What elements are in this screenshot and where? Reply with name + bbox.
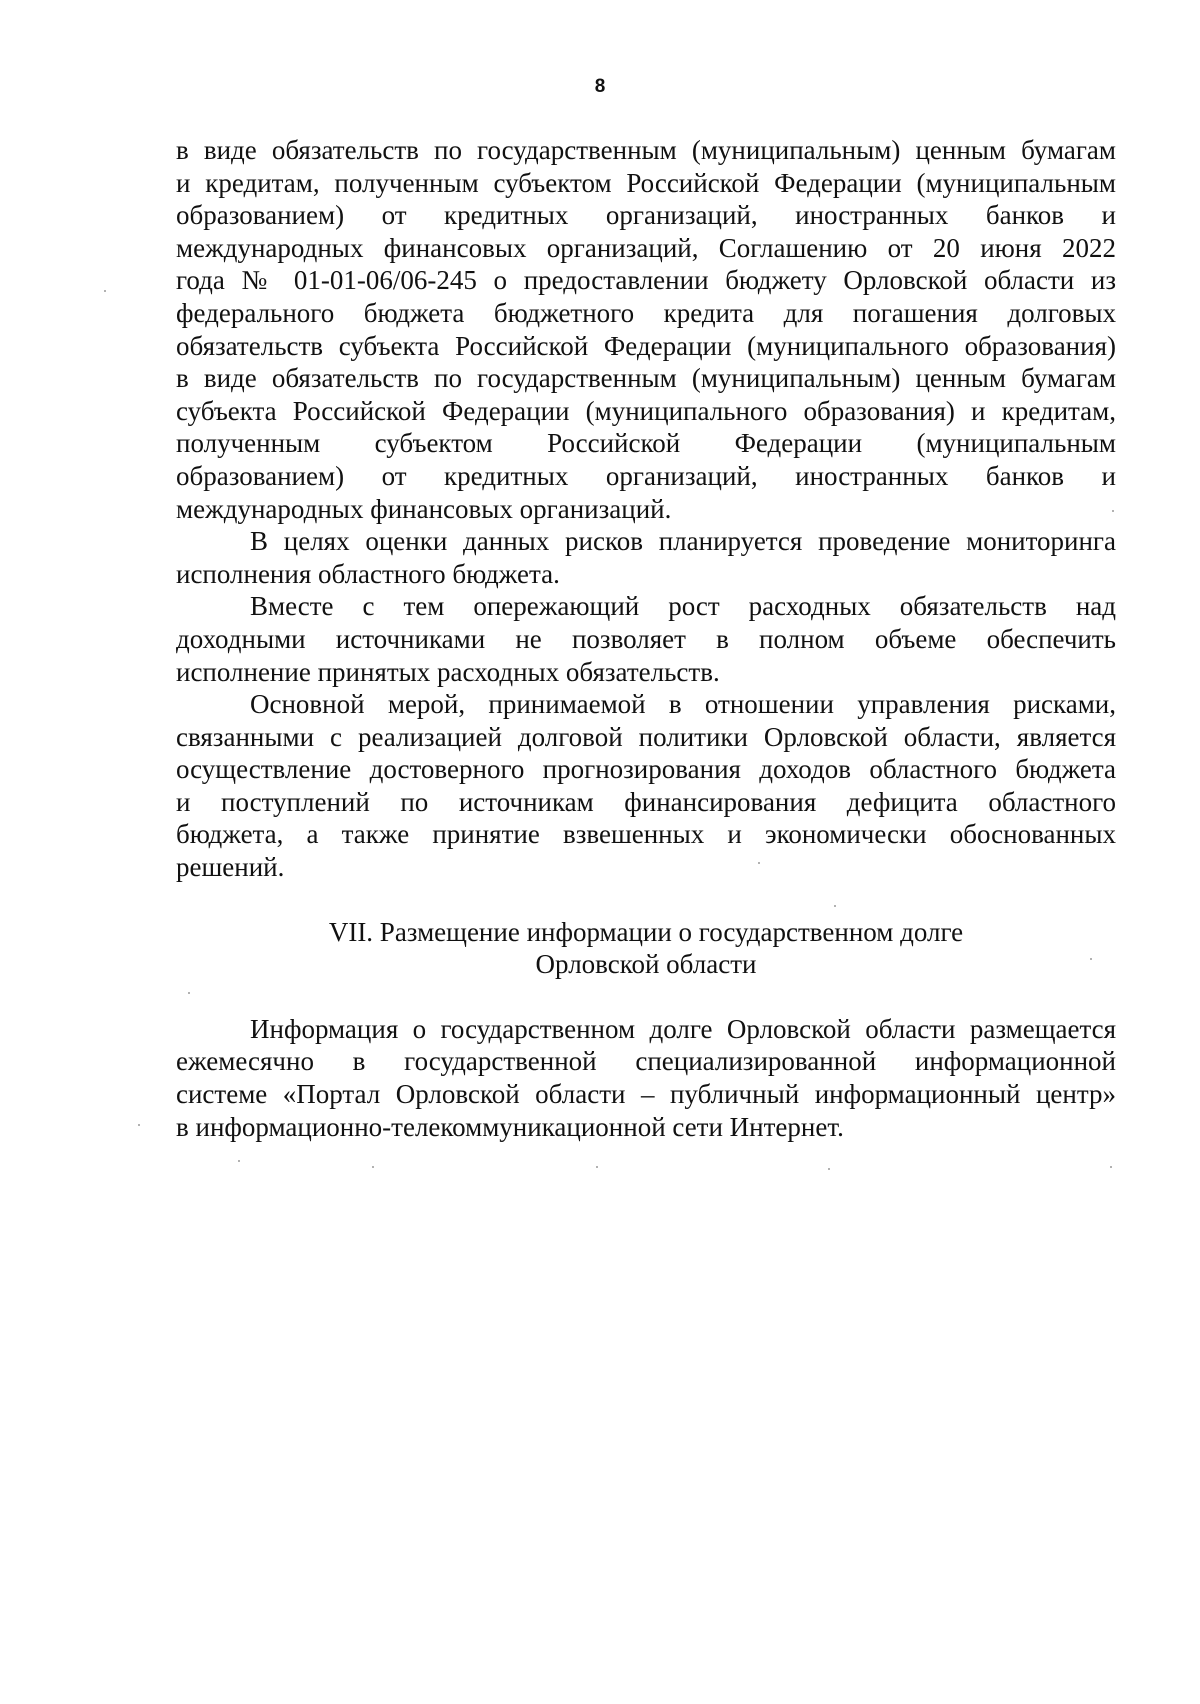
text-line: в информационно-телекоммуникационной сети Интернет. (176, 1111, 844, 1142)
scan-speck (596, 1166, 598, 1168)
section-heading-line: Орловской области (535, 949, 757, 980)
text-line: федерального бюджета бюджетного кредита для погашения долговых (176, 297, 1116, 328)
section-heading (176, 916, 1116, 981)
text-line: решений. (176, 852, 285, 883)
scan-speck (834, 905, 836, 907)
text-line: в виде обязательств по государственным (муниципальным) ценным бумагам (176, 135, 1116, 165)
text-line: в виде обязательств по государственным (муниципальным) ценным бумагам (176, 363, 1116, 394)
text-line: образованием) от кредитных организаций, иностранных банков и (176, 460, 1116, 491)
text-line: Вместе с тем опережающий рост расходных обязательств над (250, 591, 1116, 622)
text-line: связанными с реализацией долговой политики Орловской области, является (176, 721, 1116, 752)
text-line: В целях оценки данных рисков планируется проведение мониторинга (250, 526, 1116, 557)
text-line: субъекта Российской Федерации (муниципального образования) и кредитам, (176, 395, 1116, 426)
text-line: международных финансовых организаций. (176, 493, 672, 524)
text-line: и кредитам, полученным субъектом Российской Федерации (муниципальным (176, 167, 1116, 198)
scan-speck (828, 1168, 830, 1170)
text-line: Основной мерой, принимаемой в отношении управления рисками, (250, 689, 1116, 720)
scan-speck (104, 290, 106, 292)
text-line: осуществление достоверного прогнозирования доходов областного бюджета (176, 754, 1116, 785)
scan-speck (1110, 1166, 1112, 1168)
text-line: исполнение принятых расходных обязательств. (176, 656, 720, 687)
scan-speck (1112, 510, 1114, 512)
paragraph-expenditure-growth (176, 590, 1116, 688)
paragraph-risk-management (176, 688, 1116, 884)
paragraph-debt-information (176, 1013, 1116, 1143)
text-line: образованием) от кредитных организаций, иностранных банков и (176, 200, 1116, 231)
scan-speck (372, 1166, 374, 1168)
section-heading-line: VII. Размещение информации о государственном долге (328, 916, 964, 947)
scan-speck (138, 1124, 140, 1126)
text-line: полученным субъектом Российской Федерации (муниципальным (176, 428, 1116, 459)
text-line: ежемесячно в государственной специализированной информационной (176, 1046, 1116, 1077)
document-body (176, 134, 1116, 1143)
text-line: и поступлений по источникам финансирования дефицита областного (176, 786, 1116, 817)
text-line: бюджета, а также принятие взвешенных и экономически обоснованных (176, 819, 1116, 850)
text-line: системе «Портал Орловской области – публичный информационный центр» (176, 1079, 1116, 1110)
text-line: года № 01-01-06/06-245 о предоставлении бюджету Орловской области из (176, 265, 1116, 296)
scan-speck (188, 992, 190, 994)
page-number: 8 (594, 76, 606, 97)
scan-speck (1090, 958, 1092, 960)
paragraph-risk-monitoring (176, 525, 1116, 590)
scan-speck (758, 862, 760, 864)
text-line: доходными источниками не позволяет в полном объеме обеспечить (176, 623, 1116, 654)
text-line: международных финансовых организаций, Соглашению от 20 июня 2022 (176, 232, 1116, 263)
scan-speck (238, 1160, 240, 1162)
text-line: обязательств субъекта Российской Федерации (муниципального образования) (176, 330, 1116, 361)
paragraph-debt-obligations (176, 134, 1116, 525)
text-line: исполнения областного бюджета. (176, 558, 560, 589)
text-line: Информация о государственном долге Орловской области размещается (250, 1013, 1116, 1044)
